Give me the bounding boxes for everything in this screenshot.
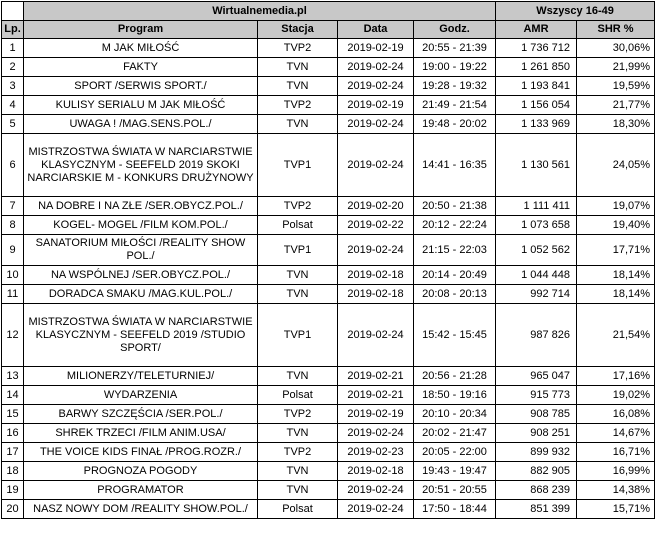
cell-shr: 15,71% — [577, 500, 655, 519]
cell-lp: 16 — [2, 424, 24, 443]
table-row — [2, 266, 655, 285]
table-row — [2, 115, 655, 134]
cell-program: MISTRZOSTWA ŚWIATA W NARCIARSTWIE KLASYCZNYM - SEEFELD 2019 SKOKI NARCIARSKIE M - KONKURS DRUŻYNOWY — [24, 134, 258, 197]
col-header-data: Data — [338, 21, 414, 39]
cell-amr: 1 261 850 — [496, 58, 577, 77]
cell-program: NASZ NOWY DOM /REALITY SHOW.POL./ — [24, 500, 258, 519]
cell-program: DORADCA SMAKU /MAG.KUL.POL./ — [24, 285, 258, 304]
cell-program: SHREK TRZECI /FILM ANIM.USA/ — [24, 424, 258, 443]
cell-data: 2019-02-18 — [338, 266, 414, 285]
cell-program: BARWY SZCZĘŚCIA /SER.POL./ — [24, 405, 258, 424]
cell-program: KOGEL- MOGEL /FILM KOM.POL./ — [24, 216, 258, 235]
cell-amr: 1 156 054 — [496, 96, 577, 115]
cell-stacja: Polsat — [258, 386, 338, 405]
cell-shr: 19,59% — [577, 77, 655, 96]
cell-program: NA DOBRE I NA ZŁE /SER.OBYCZ.POL./ — [24, 197, 258, 216]
cell-shr: 14,38% — [577, 481, 655, 500]
cell-data: 2019-02-19 — [338, 39, 414, 58]
cell-data: 2019-02-19 — [338, 96, 414, 115]
cell-shr: 17,71% — [577, 235, 655, 266]
cell-shr: 14,67% — [577, 424, 655, 443]
cell-lp: 17 — [2, 443, 24, 462]
cell-godz: 15:42 - 15:45 — [414, 304, 496, 367]
cell-stacja: TVN — [258, 266, 338, 285]
cell-godz: 20:14 - 20:49 — [414, 266, 496, 285]
col-header-program: Program — [24, 21, 258, 39]
cell-stacja: TVP2 — [258, 39, 338, 58]
table-row — [2, 304, 655, 367]
table-row — [2, 216, 655, 235]
cell-amr: 1 133 969 — [496, 115, 577, 134]
cell-stacja: TVP2 — [258, 197, 338, 216]
cell-lp: 11 — [2, 285, 24, 304]
cell-lp: 5 — [2, 115, 24, 134]
cell-data: 2019-02-24 — [338, 77, 414, 96]
cell-data: 2019-02-24 — [338, 424, 414, 443]
cell-shr: 16,99% — [577, 462, 655, 481]
cell-stacja: TVN — [258, 285, 338, 304]
cell-godz: 19:28 - 19:32 — [414, 77, 496, 96]
cell-godz: 18:50 - 19:16 — [414, 386, 496, 405]
cell-amr: 1 736 712 — [496, 39, 577, 58]
cell-godz: 20:08 - 20:13 — [414, 285, 496, 304]
cell-stacja: TVP2 — [258, 405, 338, 424]
cell-program: UWAGA ! /MAG.SENS.POL./ — [24, 115, 258, 134]
cell-amr: 908 785 — [496, 405, 577, 424]
cell-shr: 19,02% — [577, 386, 655, 405]
cell-shr: 21,54% — [577, 304, 655, 367]
cell-lp: 9 — [2, 235, 24, 266]
table-row — [2, 235, 655, 266]
audience-group-header: Wszyscy 16-49 — [496, 2, 655, 21]
cell-stacja: TVP2 — [258, 96, 338, 115]
cell-amr: 1 073 658 — [496, 216, 577, 235]
cell-godz: 21:15 - 22:03 — [414, 235, 496, 266]
col-header-stacja: Stacja — [258, 21, 338, 39]
cell-shr: 18,14% — [577, 266, 655, 285]
cell-amr: 868 239 — [496, 481, 577, 500]
table-row — [2, 96, 655, 115]
cell-godz: 21:49 - 21:54 — [414, 96, 496, 115]
table-row — [2, 367, 655, 386]
table-row — [2, 481, 655, 500]
cell-amr: 965 047 — [496, 367, 577, 386]
cell-amr: 882 905 — [496, 462, 577, 481]
cell-shr: 24,05% — [577, 134, 655, 197]
cell-stacja: TVP1 — [258, 304, 338, 367]
cell-program: MISTRZOSTWA ŚWIATA W NARCIARSTWIE KLASYCZNYM - SEEFELD 2019 /STUDIO SPORT/ — [24, 304, 258, 367]
cell-program: THE VOICE KIDS FINAŁ /PROG.ROZR./ — [24, 443, 258, 462]
cell-stacja: TVN — [258, 462, 338, 481]
cell-program: PROGRAMATOR — [24, 481, 258, 500]
cell-godz: 17:50 - 18:44 — [414, 500, 496, 519]
table-row — [2, 405, 655, 424]
cell-data: 2019-02-24 — [338, 235, 414, 266]
cell-data: 2019-02-21 — [338, 367, 414, 386]
cell-data: 2019-02-20 — [338, 197, 414, 216]
cell-data: 2019-02-24 — [338, 500, 414, 519]
cell-program: WYDARZENIA — [24, 386, 258, 405]
table-row — [2, 386, 655, 405]
cell-stacja: TVN — [258, 424, 338, 443]
table-row — [2, 462, 655, 481]
cell-amr: 992 714 — [496, 285, 577, 304]
cell-amr: 1 044 448 — [496, 266, 577, 285]
table-row — [2, 197, 655, 216]
cell-lp: 12 — [2, 304, 24, 367]
cell-lp: 2 — [2, 58, 24, 77]
cell-data: 2019-02-24 — [338, 115, 414, 134]
table-row — [2, 500, 655, 519]
cell-amr: 1 052 562 — [496, 235, 577, 266]
cell-lp: 7 — [2, 197, 24, 216]
cell-shr: 18,14% — [577, 285, 655, 304]
cell-data: 2019-02-23 — [338, 443, 414, 462]
cell-amr: 899 932 — [496, 443, 577, 462]
cell-data: 2019-02-18 — [338, 462, 414, 481]
cell-stacja: TVP1 — [258, 235, 338, 266]
cell-lp: 4 — [2, 96, 24, 115]
cell-stacja: TVN — [258, 77, 338, 96]
cell-shr: 17,16% — [577, 367, 655, 386]
cell-godz: 20:12 - 22:24 — [414, 216, 496, 235]
table-row — [2, 134, 655, 197]
cell-shr: 21,99% — [577, 58, 655, 77]
cell-amr: 915 773 — [496, 386, 577, 405]
table-row — [2, 39, 655, 58]
source-header: Wirtualnemedia.pl — [24, 2, 496, 21]
cell-stacja: TVN — [258, 367, 338, 386]
cell-stacja: Polsat — [258, 216, 338, 235]
cell-lp: 10 — [2, 266, 24, 285]
cell-godz: 19:48 - 20:02 — [414, 115, 496, 134]
cell-amr: 1 193 841 — [496, 77, 577, 96]
cell-stacja: Polsat — [258, 500, 338, 519]
cell-data: 2019-02-21 — [338, 386, 414, 405]
cell-amr: 1 111 411 — [496, 197, 577, 216]
cell-godz: 14:41 - 16:35 — [414, 134, 496, 197]
cell-lp: 6 — [2, 134, 24, 197]
cell-stacja: TVP2 — [258, 443, 338, 462]
cell-godz: 20:51 - 20:55 — [414, 481, 496, 500]
col-header-lp: Lp. — [2, 21, 24, 39]
cell-godz: 19:00 - 19:22 — [414, 58, 496, 77]
ratings-table — [1, 1, 655, 519]
cell-lp: 8 — [2, 216, 24, 235]
header-corner — [2, 2, 24, 21]
cell-program: NA WSPÓLNEJ /SER.OBYCZ.POL./ — [24, 266, 258, 285]
cell-godz: 20:50 - 21:38 — [414, 197, 496, 216]
table-row — [2, 443, 655, 462]
cell-godz: 20:56 - 21:28 — [414, 367, 496, 386]
cell-data: 2019-02-22 — [338, 216, 414, 235]
table-body — [2, 39, 655, 519]
table-row — [2, 77, 655, 96]
table-row — [2, 285, 655, 304]
cell-godz: 19:43 - 19:47 — [414, 462, 496, 481]
cell-stacja: TVN — [258, 115, 338, 134]
cell-amr: 851 399 — [496, 500, 577, 519]
cell-shr: 19,40% — [577, 216, 655, 235]
cell-amr: 987 826 — [496, 304, 577, 367]
cell-shr: 16,71% — [577, 443, 655, 462]
column-header-row — [2, 21, 655, 39]
cell-program: M JAK MIŁOŚĆ — [24, 39, 258, 58]
cell-data: 2019-02-19 — [338, 405, 414, 424]
cell-lp: 18 — [2, 462, 24, 481]
table-row — [2, 58, 655, 77]
cell-shr: 16,08% — [577, 405, 655, 424]
cell-program: FAKTY — [24, 58, 258, 77]
cell-godz: 20:55 - 21:39 — [414, 39, 496, 58]
cell-stacja: TVP1 — [258, 134, 338, 197]
cell-data: 2019-02-24 — [338, 134, 414, 197]
cell-shr: 19,07% — [577, 197, 655, 216]
cell-program: PROGNOZA POGODY — [24, 462, 258, 481]
cell-lp: 1 — [2, 39, 24, 58]
cell-program: KULISY SERIALU M JAK MIŁOŚĆ — [24, 96, 258, 115]
cell-stacja: TVN — [258, 58, 338, 77]
col-header-godz: Godz. — [414, 21, 496, 39]
cell-lp: 19 — [2, 481, 24, 500]
cell-lp: 13 — [2, 367, 24, 386]
cell-data: 2019-02-18 — [338, 285, 414, 304]
cell-shr: 18,30% — [577, 115, 655, 134]
cell-amr: 1 130 561 — [496, 134, 577, 197]
cell-lp: 14 — [2, 386, 24, 405]
cell-data: 2019-02-24 — [338, 304, 414, 367]
cell-program: SPORT /SERWIS SPORT./ — [24, 77, 258, 96]
cell-lp: 20 — [2, 500, 24, 519]
cell-program: MILIONERZY/TELETURNIEJ/ — [24, 367, 258, 386]
cell-shr: 30,06% — [577, 39, 655, 58]
header-top-row — [2, 2, 655, 21]
col-header-shr: SHR % — [577, 21, 655, 39]
cell-lp: 15 — [2, 405, 24, 424]
table-row — [2, 424, 655, 443]
cell-stacja: TVN — [258, 481, 338, 500]
cell-godz: 20:05 - 22:00 — [414, 443, 496, 462]
cell-shr: 21,77% — [577, 96, 655, 115]
cell-godz: 20:02 - 21:47 — [414, 424, 496, 443]
cell-amr: 908 251 — [496, 424, 577, 443]
cell-lp: 3 — [2, 77, 24, 96]
cell-program: SANATORIUM MIŁOŚCI /REALITY SHOW POL./ — [24, 235, 258, 266]
cell-data: 2019-02-24 — [338, 481, 414, 500]
col-header-amr: AMR — [496, 21, 577, 39]
cell-data: 2019-02-24 — [338, 58, 414, 77]
cell-godz: 20:10 - 20:34 — [414, 405, 496, 424]
